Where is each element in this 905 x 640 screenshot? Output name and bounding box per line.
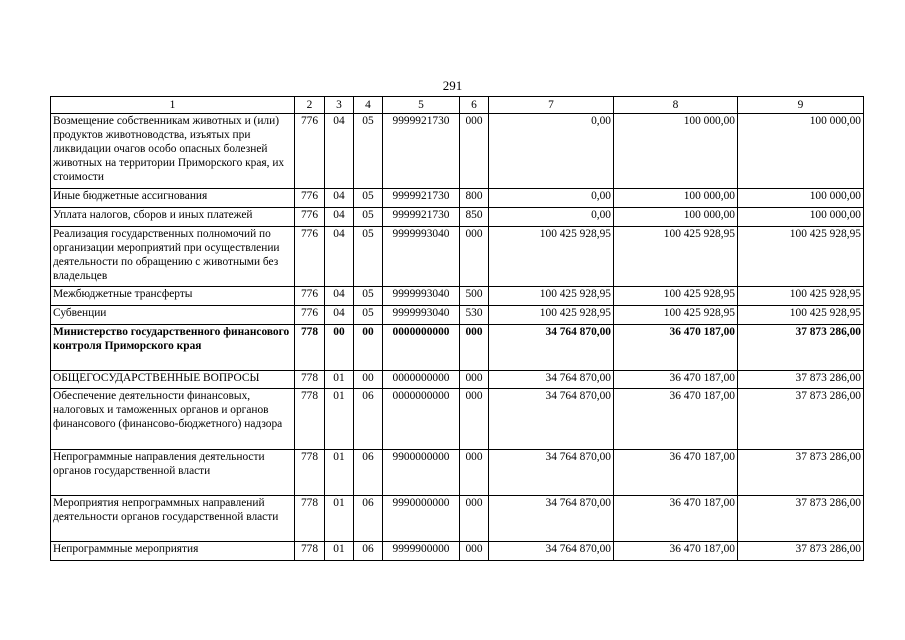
cell-section: 00 [325, 325, 354, 371]
cell-subsection: 05 [354, 227, 383, 287]
cell-amount-col9: 100 425 928,95 [738, 287, 864, 306]
table-row [51, 189, 864, 208]
cell-expense-type: 000 [460, 542, 489, 561]
cell-subsection: 05 [354, 208, 383, 227]
table-row [51, 306, 864, 325]
row-name: Непрограммные мероприятия [51, 542, 295, 561]
cell-section: 04 [325, 306, 354, 325]
cell-amount-col7: 100 425 928,95 [489, 227, 614, 287]
cell-target-article: 9999993040 [383, 306, 460, 325]
cell-section: 01 [325, 496, 354, 542]
cell-amount-col7: 34 764 870,00 [489, 371, 614, 389]
cell-ministry-code: 778 [295, 389, 325, 450]
header-row [51, 97, 864, 114]
column-header: 4 [354, 97, 383, 114]
cell-target-article: 9900000000 [383, 450, 460, 496]
cell-subsection: 06 [354, 542, 383, 561]
cell-section: 01 [325, 389, 354, 450]
cell-ministry-code: 778 [295, 371, 325, 389]
row-name: Мероприятия непрограммных направлений деятельности органов государственной власти [51, 496, 295, 542]
cell-amount-col8: 100 000,00 [614, 114, 738, 189]
cell-amount-col8: 36 470 187,00 [614, 371, 738, 389]
row-name: Реализация государственных полномочий по организации мероприятий при осуществлении деятельности по обращению с животными без владельцев [51, 227, 295, 287]
cell-amount-col9: 100 000,00 [738, 189, 864, 208]
row-name: Министерство государственного финансового контроля Приморского края [51, 325, 295, 371]
cell-amount-col9: 37 873 286,00 [738, 325, 864, 371]
cell-section: 04 [325, 208, 354, 227]
row-name: Возмещение собственникам животных и (или) продуктов животноводства, изъятых при ликвидации очагов особо опасных болезней животных на территории Приморского края, их стоимости [51, 114, 295, 189]
cell-subsection: 06 [354, 496, 383, 542]
table-row [51, 450, 864, 496]
column-header: 2 [295, 97, 325, 114]
cell-section: 04 [325, 114, 354, 189]
column-header: 7 [489, 97, 614, 114]
table-row [51, 208, 864, 227]
table-row [51, 227, 864, 287]
cell-amount-col7: 34 764 870,00 [489, 450, 614, 496]
cell-subsection: 00 [354, 325, 383, 371]
cell-subsection: 05 [354, 287, 383, 306]
cell-expense-type: 850 [460, 208, 489, 227]
cell-ministry-code: 776 [295, 114, 325, 189]
row-name: Уплата налогов, сборов и иных платежей [51, 208, 295, 227]
cell-ministry-code: 776 [295, 189, 325, 208]
cell-amount-col9: 37 873 286,00 [738, 496, 864, 542]
table-row [51, 542, 864, 561]
cell-section: 04 [325, 287, 354, 306]
cell-expense-type: 530 [460, 306, 489, 325]
cell-amount-col8: 100 425 928,95 [614, 287, 738, 306]
cell-ministry-code: 776 [295, 287, 325, 306]
cell-amount-col7: 0,00 [489, 114, 614, 189]
cell-amount-col7: 34 764 870,00 [489, 496, 614, 542]
cell-section: 01 [325, 371, 354, 389]
cell-amount-col8: 100 000,00 [614, 208, 738, 227]
cell-target-article: 9999921730 [383, 189, 460, 208]
cell-section: 01 [325, 450, 354, 496]
column-header: 8 [614, 97, 738, 114]
column-header: 5 [383, 97, 460, 114]
cell-expense-type: 000 [460, 114, 489, 189]
page-number: 291 [442, 78, 463, 93]
table-row [51, 325, 864, 371]
cell-expense-type: 000 [460, 227, 489, 287]
cell-ministry-code: 778 [295, 325, 325, 371]
cell-target-article: 0000000000 [383, 389, 460, 450]
cell-subsection: 00 [354, 371, 383, 389]
cell-amount-col8: 36 470 187,00 [614, 389, 738, 450]
cell-amount-col9: 37 873 286,00 [738, 389, 864, 450]
cell-expense-type: 000 [460, 371, 489, 389]
cell-target-article: 0000000000 [383, 371, 460, 389]
cell-expense-type: 000 [460, 496, 489, 542]
cell-amount-col8: 36 470 187,00 [614, 450, 738, 496]
table-row [51, 371, 864, 389]
cell-target-article: 9999921730 [383, 208, 460, 227]
cell-amount-col7: 100 425 928,95 [489, 306, 614, 325]
cell-amount-col9: 37 873 286,00 [738, 371, 864, 389]
cell-ministry-code: 776 [295, 208, 325, 227]
budget-table [50, 96, 864, 561]
cell-expense-type: 000 [460, 325, 489, 371]
cell-amount-col8: 100 000,00 [614, 189, 738, 208]
cell-target-article: 0000000000 [383, 325, 460, 371]
cell-target-article: 9999921730 [383, 114, 460, 189]
cell-amount-col9: 100 000,00 [738, 208, 864, 227]
cell-expense-type: 000 [460, 389, 489, 450]
table-row [51, 287, 864, 306]
cell-ministry-code: 776 [295, 306, 325, 325]
cell-subsection: 06 [354, 389, 383, 450]
cell-amount-col7: 0,00 [489, 189, 614, 208]
cell-amount-col9: 100 425 928,95 [738, 306, 864, 325]
cell-target-article: 9999993040 [383, 227, 460, 287]
cell-amount-col9: 37 873 286,00 [738, 542, 864, 561]
cell-expense-type: 800 [460, 189, 489, 208]
cell-subsection: 05 [354, 306, 383, 325]
row-name: Обеспечение деятельности финансовых, налоговых и таможенных органов и органов финансового (финансово-бюджетного) надзора [51, 389, 295, 450]
cell-amount-col8: 36 470 187,00 [614, 496, 738, 542]
cell-ministry-code: 778 [295, 496, 325, 542]
cell-target-article: 9999900000 [383, 542, 460, 561]
cell-subsection: 06 [354, 450, 383, 496]
cell-amount-col9: 100 000,00 [738, 114, 864, 189]
cell-expense-type: 000 [460, 450, 489, 496]
cell-amount-col7: 34 764 870,00 [489, 325, 614, 371]
row-name: Субвенции [51, 306, 295, 325]
table-row [51, 114, 864, 189]
cell-amount-col8: 36 470 187,00 [614, 542, 738, 561]
row-name: Иные бюджетные ассигнования [51, 189, 295, 208]
cell-amount-col7: 34 764 870,00 [489, 542, 614, 561]
cell-amount-col9: 37 873 286,00 [738, 450, 864, 496]
column-header: 9 [738, 97, 864, 114]
table-row [51, 496, 864, 542]
cell-expense-type: 500 [460, 287, 489, 306]
cell-amount-col8: 100 425 928,95 [614, 227, 738, 287]
cell-ministry-code: 776 [295, 227, 325, 287]
cell-amount-col8: 100 425 928,95 [614, 306, 738, 325]
cell-ministry-code: 778 [295, 542, 325, 561]
cell-amount-col7: 100 425 928,95 [489, 287, 614, 306]
cell-section: 01 [325, 542, 354, 561]
cell-amount-col7: 34 764 870,00 [489, 389, 614, 450]
cell-amount-col9: 100 425 928,95 [738, 227, 864, 287]
row-name: Непрограммные направления деятельности органов государственной власти [51, 450, 295, 496]
row-name: ОБЩЕГОСУДАРСТВЕННЫЕ ВОПРОСЫ [51, 371, 295, 389]
column-header: 1 [51, 97, 295, 114]
column-header: 6 [460, 97, 489, 114]
table-row [51, 389, 864, 450]
cell-section: 04 [325, 189, 354, 208]
row-name: Межбюджетные трансферты [51, 287, 295, 306]
cell-target-article: 9990000000 [383, 496, 460, 542]
cell-ministry-code: 778 [295, 450, 325, 496]
cell-subsection: 05 [354, 114, 383, 189]
column-header: 3 [325, 97, 354, 114]
cell-target-article: 9999993040 [383, 287, 460, 306]
cell-subsection: 05 [354, 189, 383, 208]
cell-amount-col7: 0,00 [489, 208, 614, 227]
cell-section: 04 [325, 227, 354, 287]
cell-amount-col8: 36 470 187,00 [614, 325, 738, 371]
